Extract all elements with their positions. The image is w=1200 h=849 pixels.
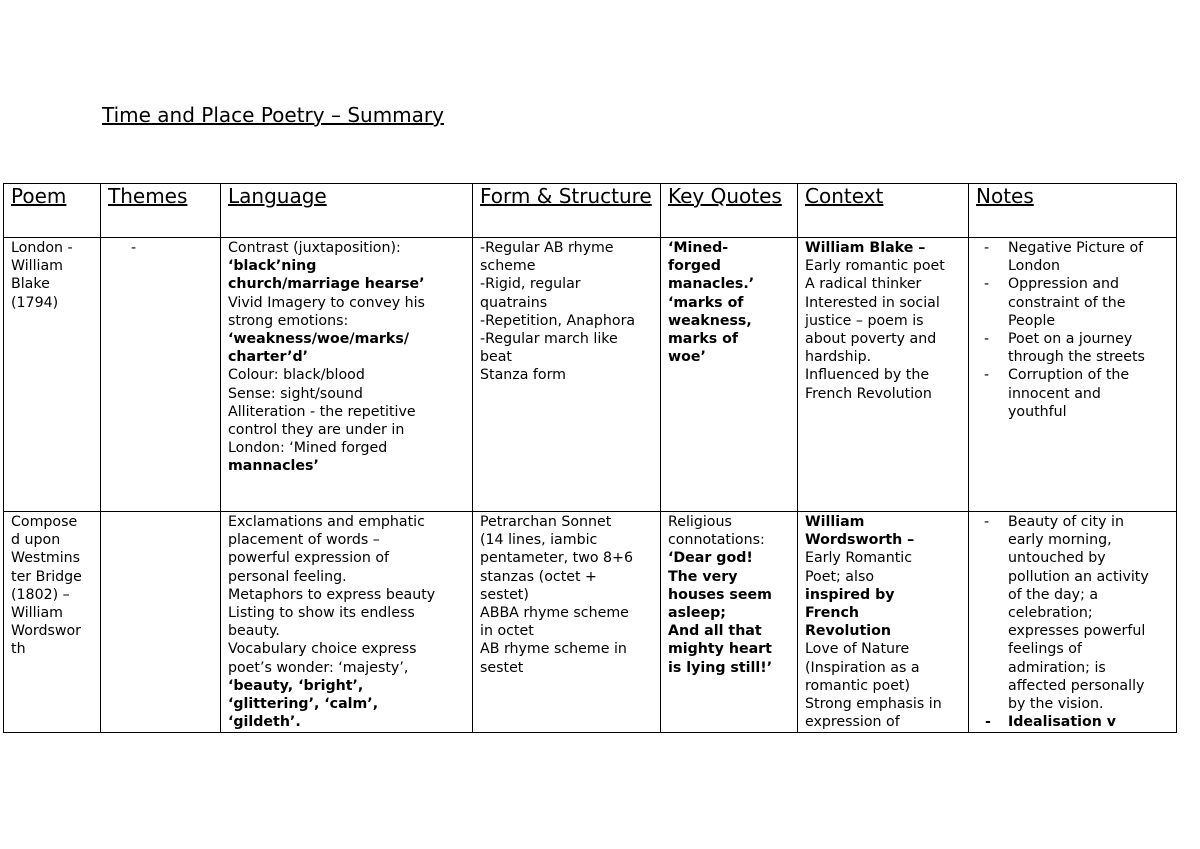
text-line: Metaphors to express beauty	[228, 586, 436, 603]
text-line: Influenced by the	[805, 367, 930, 384]
text-line: People	[1008, 312, 1056, 329]
text-line: Vivid Imagery to convey his	[228, 294, 425, 311]
cell-language	[221, 512, 473, 733]
text-line: feelings of	[1008, 641, 1082, 658]
cell-form-structure	[473, 238, 661, 512]
text-line: sestet)	[480, 586, 529, 603]
list-item	[976, 239, 1169, 275]
text-line: William	[11, 605, 63, 622]
text-line: Love of Nature	[805, 641, 910, 658]
text-line: charter’d’	[228, 349, 309, 366]
text-line: Westmins	[11, 550, 81, 567]
text-line: in octet	[480, 623, 534, 640]
text-line: connotations:	[668, 532, 765, 549]
text-line: Sense: sight/sound	[228, 385, 363, 402]
text-line: Early Romantic	[805, 550, 913, 567]
cell-poem	[4, 238, 101, 512]
text-line: - Oppression and	[1008, 276, 1120, 293]
text-line: William Blake –	[805, 240, 926, 256]
header-language: Language	[221, 184, 473, 238]
header-context: Context	[798, 184, 969, 238]
text-line: Religious	[668, 514, 732, 530]
text-line: Strong emphasis in	[805, 696, 942, 713]
text-line: expression of	[805, 714, 900, 731]
text-line: beat	[480, 349, 512, 366]
text-line: th	[11, 641, 26, 658]
text-line: London: ‘Mined forged	[228, 440, 388, 457]
cell-notes	[969, 512, 1177, 733]
list-item	[976, 713, 1169, 731]
text-line: William	[805, 514, 865, 530]
cell-notes	[969, 238, 1177, 512]
text-line: beauty.	[228, 623, 280, 640]
text-line: affected personally	[1008, 677, 1145, 694]
text-line: - Corruption of the	[1008, 367, 1130, 384]
text-line: ter Bridge	[11, 568, 82, 585]
text-line: ‘black’ning	[228, 258, 317, 275]
text-line: Poet; also	[805, 568, 875, 585]
text-line: French	[805, 605, 860, 622]
list-item	[976, 275, 1169, 330]
list-item	[976, 330, 1169, 366]
text-line: Colour: black/blood	[228, 367, 365, 384]
text-line: d upon	[11, 532, 61, 549]
text-line: Revolution	[805, 623, 891, 640]
cell-themes	[101, 238, 221, 512]
text-line: Alliteration - the repetitive	[228, 403, 416, 420]
text-line: (1794)	[11, 294, 59, 311]
text-line: Wordswor	[11, 623, 81, 640]
text-line: Wordsworth –	[805, 532, 915, 549]
text-line: personal feeling.	[228, 568, 347, 585]
text-line: admiration; is	[1008, 659, 1106, 676]
text-line: inspired by	[805, 586, 895, 603]
text-line: -Regular AB rhyme	[480, 240, 614, 256]
text-line: of the day; a	[1008, 586, 1099, 603]
text-line: -Regular march like	[480, 331, 618, 348]
text-line: And all that	[668, 623, 762, 640]
text-line: houses seem	[668, 586, 772, 603]
text-line: church/marriage hearse’	[228, 276, 425, 293]
text-line: mighty heart	[668, 641, 772, 658]
notes-list	[976, 239, 1169, 421]
text-line: Blake	[11, 276, 50, 293]
text-line: French Revolution	[805, 385, 932, 402]
text-line: Petrarchan Sonnet	[480, 514, 612, 530]
cell-context	[798, 238, 969, 512]
text-line: - Idealisation v	[1008, 714, 1117, 731]
text-line: William	[11, 258, 63, 275]
text-line: innocent and	[1008, 385, 1101, 402]
text-line: - Negative Picture of	[1008, 240, 1144, 256]
text-line: Compose	[11, 514, 78, 530]
header-notes: Notes	[969, 184, 1177, 238]
text-line: romantic poet)	[805, 677, 911, 694]
text-line: youthful	[1008, 403, 1067, 420]
text-line: weakness,	[668, 312, 752, 329]
text-line: scheme	[480, 258, 536, 275]
cell-themes	[101, 512, 221, 733]
text-line: stanzas (octet +	[480, 568, 597, 585]
header-poem: Poem	[4, 184, 101, 238]
text-line: woe’	[668, 349, 706, 366]
list-item	[976, 366, 1169, 421]
text-line: placement of words –	[228, 532, 380, 549]
text-line: marks of	[668, 331, 739, 348]
cell-form-structure	[473, 512, 661, 733]
text-line: A radical thinker	[805, 276, 922, 293]
document-title: Time and Place Poetry – Summary	[102, 103, 444, 127]
text-line: untouched by	[1008, 550, 1106, 567]
text-line: -	[131, 240, 137, 256]
text-line: - Beauty of city in	[1008, 514, 1124, 530]
text-line: expresses powerful	[1008, 623, 1146, 640]
text-line: Listing to show its endless	[228, 605, 415, 622]
text-line: ABBA rhyme scheme	[480, 605, 629, 622]
header-row	[4, 184, 1177, 238]
text-line: powerful expression of	[228, 550, 390, 567]
text-line: (14 lines, iambic	[480, 532, 598, 549]
text-line: control they are under in	[228, 422, 405, 439]
text-line: ‘Dear god!	[668, 550, 753, 567]
text-line: London -	[11, 240, 73, 256]
summary-table	[3, 183, 1177, 733]
text-line: mannacles’	[228, 458, 319, 475]
cell-key-quotes	[661, 512, 798, 733]
text-line: is lying still!’	[668, 659, 773, 676]
text-line: asleep;	[668, 605, 726, 622]
header-key-quotes: Key Quotes	[661, 184, 798, 238]
text-line: sestet	[480, 659, 524, 676]
text-line: ‘beauty, ‘bright’,	[228, 677, 364, 694]
text-line: Vocabulary choice express	[228, 641, 417, 658]
text-line: strong emotions:	[228, 312, 349, 329]
header-form-structure: Form & Structure	[473, 184, 661, 238]
notes-list	[976, 513, 1169, 731]
text-line: celebration;	[1008, 605, 1093, 622]
text-line: ‘marks of	[668, 294, 744, 311]
text-line: poet’s wonder: ‘majesty’,	[228, 659, 409, 676]
text-line: constraint of the	[1008, 294, 1126, 311]
text-line: AB rhyme scheme in	[480, 641, 627, 658]
text-line: London	[1008, 258, 1061, 275]
text-line: Exclamations and emphatic	[228, 514, 425, 530]
text-line: ‘weakness/woe/marks/	[228, 331, 409, 348]
text-line: pentameter, two 8+6	[480, 550, 633, 567]
text-line: Stanza form	[480, 367, 566, 384]
table-row	[4, 512, 1177, 733]
text-line: manacles.’	[668, 276, 755, 293]
cell-language	[221, 238, 473, 512]
text-line: -Rigid, regular	[480, 276, 581, 293]
text-line: ‘glittering’, ‘calm’,	[228, 696, 379, 713]
list-item	[976, 513, 1169, 713]
text-line: early morning,	[1008, 532, 1112, 549]
text-line: ‘Mined-	[668, 240, 729, 256]
text-line: by the vision.	[1008, 696, 1104, 713]
text-line: forged	[668, 258, 721, 275]
text-line: quatrains	[480, 294, 548, 311]
cell-context	[798, 512, 969, 733]
text-line: ‘gildeth’.	[228, 714, 301, 731]
cell-poem	[4, 512, 101, 733]
text-line: through the streets	[1008, 349, 1145, 366]
text-line: Interested in social	[805, 294, 940, 311]
text-line: hardship.	[805, 349, 872, 366]
text-line: - Poet on a journey	[1008, 331, 1133, 348]
text-line: -Repetition, Anaphora	[480, 312, 636, 329]
table-row	[4, 238, 1177, 512]
text-line: Contrast (juxtaposition):	[228, 240, 401, 256]
text-line: justice – poem is	[805, 312, 924, 329]
text-line: Early romantic poet	[805, 258, 945, 275]
text-line: about poverty and	[805, 331, 937, 348]
header-themes: Themes	[101, 184, 221, 238]
text-line: The very	[668, 568, 738, 585]
text-line: pollution an activity	[1008, 568, 1149, 585]
cell-key-quotes	[661, 238, 798, 512]
text-line: (Inspiration as a	[805, 659, 920, 676]
text-line: (1802) –	[11, 586, 70, 603]
